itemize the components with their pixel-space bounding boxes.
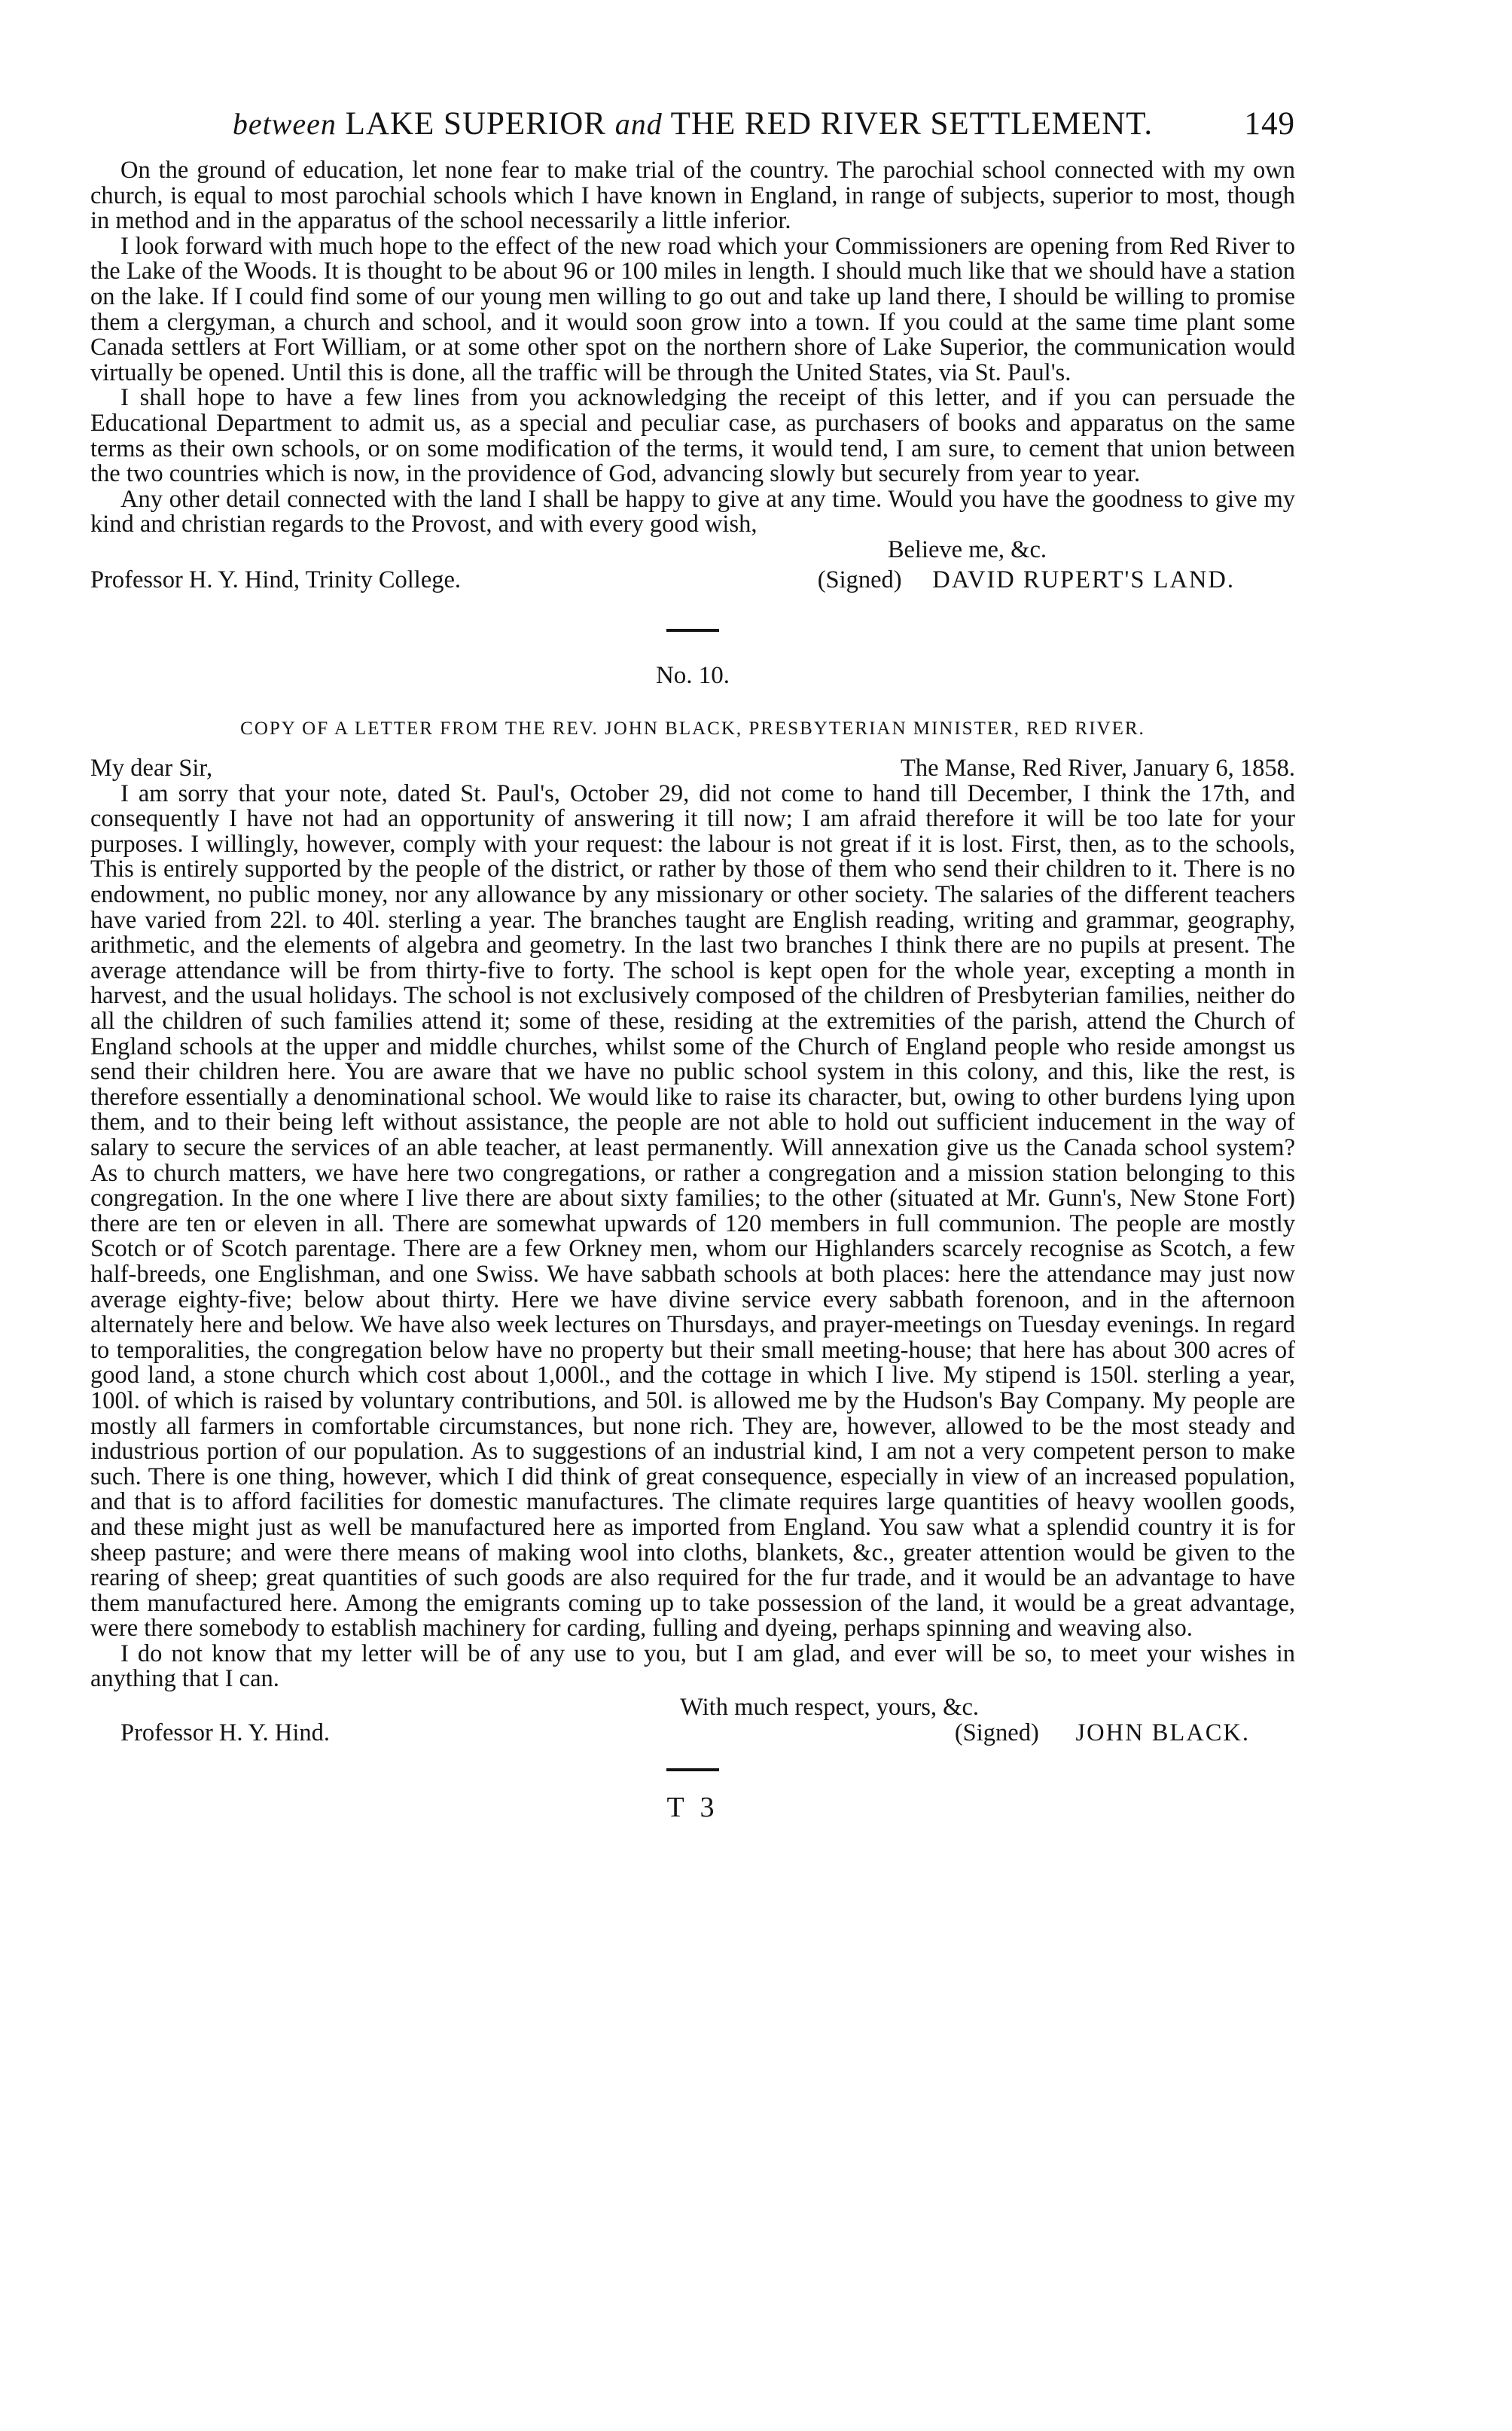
letter-1-signed-label: (Signed) (817, 566, 902, 593)
letter-2-addressee: Professor H. Y. Hind. (120, 1719, 331, 1746)
letter-2-heading: COPY OF A LETTER FROM THE REV. JOHN BLACK, PRESBYTERIAN MINISTER, RED RIVER. (240, 718, 1145, 740)
letter-1-signature (818, 568, 1295, 593)
letter-1-closing: Believe me, &c. (887, 535, 1047, 563)
running-head-part2: THE RED RIVER SETTLEMENT. (670, 106, 1154, 142)
letter-2-closing: With much respect, yours, &c. (680, 1694, 979, 1722)
page (90, 105, 1295, 1824)
letter-2-signed-label: (Signed) (954, 1719, 1039, 1746)
letter-2-signature-line (90, 1721, 1295, 1746)
letter-2-body (90, 779, 1295, 1693)
printer-signature-mark: T 3 (666, 1792, 719, 1824)
letter-1-signature-line (90, 568, 1295, 593)
letter-2-signatory: JOHN BLACK. (1075, 1719, 1250, 1746)
letter-1-paragraph: On the ground of education, let none fear to make trial of the country. The parochial school connected with my own church, is equal to most parochial schools which I have known in England, in range of subjects, superior to most, though in method and in the apparatus of the school necessarily a little inferior. (90, 157, 1295, 235)
letter-2-signature (955, 1721, 1295, 1746)
letter-2-dateline: The Manse, Red River, January 6, 1858. (901, 755, 1295, 782)
letter-1-closing-block (90, 535, 1295, 563)
running-head-part1: LAKE SUPERIOR (345, 106, 606, 142)
letter-2-paragraph: I am sorry that your note, dated St. Paul's, October 29, did not come to hand till December, I think the 17th, and consequently I have not had an opportunity of answering it till now; I am afraid therefore it will be too late for your purposes. I willingly, however, comply with your request: the labour is not great if it is lost. First, then, as to the schools, This is entirely supported by the people of the district, or rather by those of them who send their children to it. There is no endowment, no public money, nor any allowance by any missionary or other society. The salaries of the different teachers have varied from 22l. to 40l. sterling a year. The branches taught are English reading, writing and grammar, geography, arithmetic, and the elements of algebra and geometry. In the last two branches I think there are no pupils at present. The average attendance will be from thirty-five to forty. The school is kept open for the whole year, excepting a month in harvest, and the usual holidays. The school is not exclusively composed of the children of Presbyterian families, neither do all the children of such families attend it; some of these, residing at the extremities of the parish, attend the Church of England schools at the upper and middle churches, whilst some of the Church of England people who reside amongst us send their children here. You are aware that we have no public school system in this colony, and this, like the rest, is therefore essentially a denominational school. We would like to raise its character, but, owing to other burdens lying upon them, and to their being left without assistance, the people are not able to hold out sufficient inducement in the way of salary to secure the services of an able teacher, at least permanently. Will annexation give us the Canada school system? As to church matters, we have here two congregations, or rather a congregation and a mission station belonging to this congregation. In the one where I live there are about sixty families; to the other (situated at Mr. Gunn's, New Stone Fort) there are ten or eleven in all. There are somewhat upwards of 120 members in full communion. The people are mostly Scotch or of Scotch parentage. There are a few Orkney men, whom our Highlanders scarcely recognise as Scotch, a few half-breeds, one Englishman, and one Swiss. We have sabbath schools at both places: here the attendance may just now average eighty-five; below about thirty. Here we have divine service every sabbath forenoon, and in the afternoon alternately here and below. We have also week lectures on Thursdays, and prayer-meetings on Tuesday evenings. In regard to temporalities, the congregation below have no property but their small meeting-house; that here has about 300 acres of good land, a stone church which cost about 1,000l., and the cottage in which I live. My stipend is 150l. sterling a year, 100l. of which is raised by voluntary contributions, and 50l. is allowed me by the Hudson's Bay Company. My people are mostly all farmers in comfortable circumstances, but none rich. They are, however, allowed to be the most steady and industrious portion of our population. As to suggestions of an industrial kind, I am not a very competent person to make such. There is one thing, however, which I did think of great consequence, especially in view of an increased population, and that is to afford facilities for domestic manufactures. The climate requires large quantities of heavy woollen goods, and these might just as well be manufactured here as imported from England. You saw what a splendid country it is for sheep pasture; and were there means of making wool into cloths, blankets, &c., greater attention would be given to the rearing of sheep; great quantities of such goods are also required for the fur trade, and it would be an advantage to have them manufactured here. Among the emigrants coming up to take possession of the land, it would be a great advantage, were there somebody to establish machinery for carding, fulling and dyeing, perhaps spinning and weaving also. (90, 779, 1295, 1643)
letter-2-salutation: My dear Sir, (90, 755, 213, 782)
letter-2-paragraph: I do not know that my letter will be of any use to you, but I am glad, and ever will be so, to meet your wishes in anything that I can. (90, 1639, 1295, 1693)
document-number: No. 10. (655, 662, 730, 690)
footer-divider (666, 1768, 719, 1771)
letter-1-signatory: DAVID RUPERT'S LAND. (932, 566, 1235, 593)
running-head-and: and (614, 107, 663, 141)
letter-1-body (90, 158, 1295, 538)
letter-2-salutation-line (90, 756, 1295, 782)
page-number: 149 (1244, 106, 1295, 142)
running-head-title (233, 105, 1153, 142)
letter-1-paragraph: I shall hope to have a few lines from you acknowledging the receipt of this letter, and if you can persuade the Educational Department to admit us, as a special and peculiar case, as purchasers of books and apparatus on the same terms as their own schools, or on some modification of the terms, it would tend, I am sure, to cement that union between the two countries which is now, in the providence of God, advancing slowly but securely from year to year. (90, 384, 1295, 488)
letter-1-addressee: Professor H. Y. Hind, Trinity College. (90, 566, 462, 593)
letter-1-paragraph: I look forward with much hope to the effect of the new road which your Commissioners are opening from Red River to the Lake of the Woods. It is thought to be about 96 or 100 miles in length. I should much like that we should have a station on the lake. If I could find some of our young men willing to go out and take up land there, I should be willing to promise them a clergyman, a church and school, and it would soon grow into a town. If you could at the same time plant some Canada settlers at Fort William, or at some other spot on the northern shore of Lake Superior, the communication would virtually be opened. Until this is done, all the traffic will be through the United States, via St. Paul's. (90, 232, 1295, 386)
running-head-prefix: between (232, 107, 337, 141)
running-head (90, 105, 1295, 158)
section-divider (666, 629, 719, 632)
letter-1-paragraph: Any other detail connected with the land I shall be happy to give at any time. Would you have the goodness to give my kind and christian regards to the Provost, and with every good wish, (90, 485, 1295, 538)
